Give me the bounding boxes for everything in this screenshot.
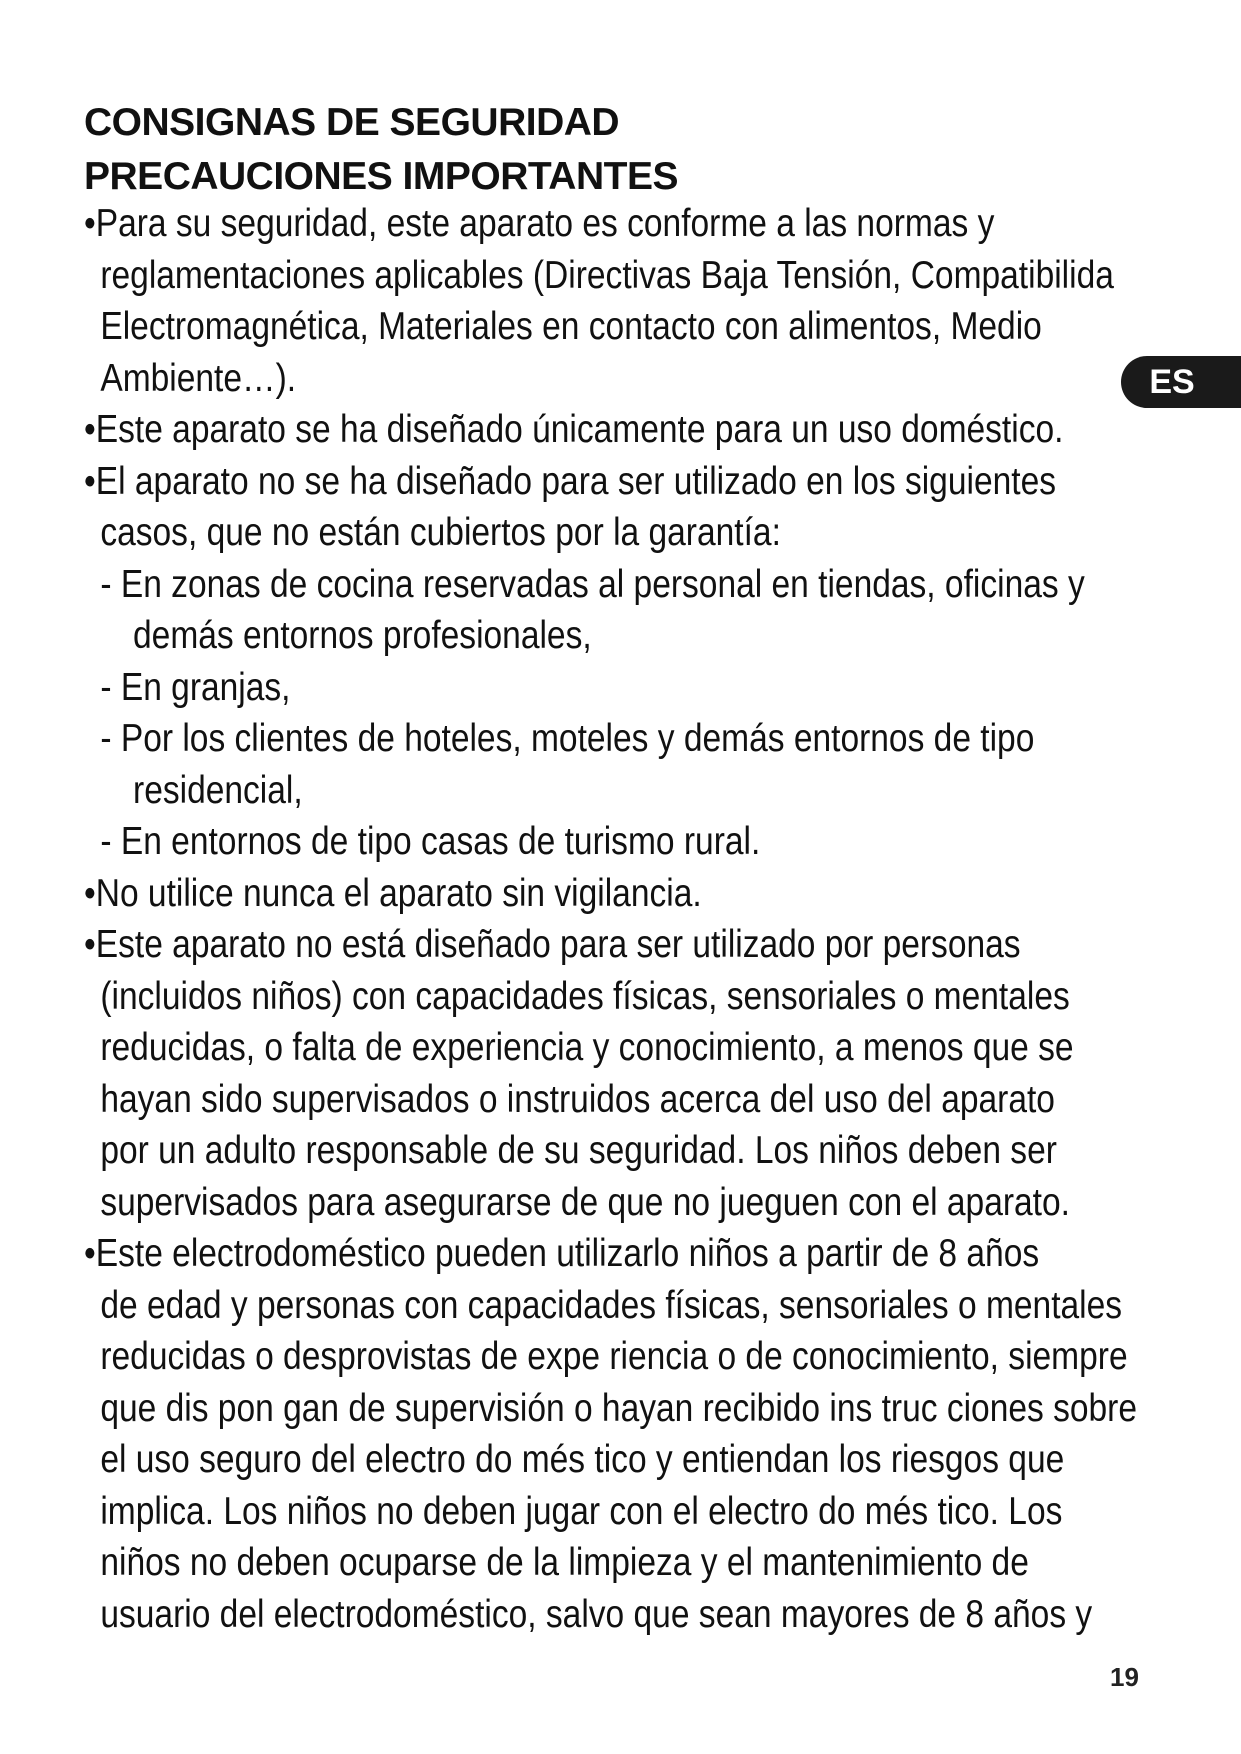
text-line: - En zonas de cocina reservadas al personal en tiendas, oficinas y xyxy=(100,562,1085,606)
text-line: implica. Los niños no deben jugar con el electro do més tico. Los xyxy=(100,1489,1063,1533)
text-line: supervisados para asegurarse de que no jueguen con el aparato. xyxy=(100,1180,1070,1224)
text-line: demás entornos profesionales, xyxy=(133,614,592,657)
text-line: - En entornos de tipo casas de turismo rural. xyxy=(100,820,761,863)
text-line: por un adulto responsable de su seguridad. Los niños deben ser xyxy=(100,1129,1057,1172)
text-line: hayan sido supervisados o instruidos acerca del uso del aparato xyxy=(100,1077,1055,1121)
heading-precauciones: PRECAUCIONES IMPORTANTES xyxy=(84,155,678,198)
text-line: •Para su seguridad, este aparato es conforme a las normas y xyxy=(84,202,995,245)
text-line: residencial, xyxy=(133,768,303,812)
text-line: casos, que no están cubiertos por la garantía: xyxy=(100,511,781,554)
text-line: reglamentaciones aplicables (Directivas Baja Tensión, Compatibilida xyxy=(100,253,1114,297)
text-line: que dis pon gan de supervisión o hayan recibido ins truc ciones sobre xyxy=(100,1386,1138,1430)
text-line: •El aparato no se ha diseñado para ser utilizado en los siguientes xyxy=(84,459,1057,503)
safety-text xyxy=(84,198,1138,1640)
page-number: 19 xyxy=(1110,1662,1139,1692)
text-line: reducidas, o falta de experiencia y conocimiento, a menos que se xyxy=(100,1026,1074,1069)
text-line: reducidas o desprovistas de expe riencia o de conocimiento, siempre xyxy=(100,1335,1128,1378)
text-line: - Por los clientes de hoteles, moteles y demás entornos de tipo xyxy=(100,717,1035,760)
text-line: •Este aparato se ha diseñado únicamente para un uso doméstico. xyxy=(84,408,1064,451)
language-badge: ES xyxy=(1121,356,1241,408)
text-line: •Este aparato no está diseñado para ser utilizado por personas xyxy=(84,923,1021,966)
text-line: - En granjas, xyxy=(100,665,291,709)
text-line: usuario del electrodoméstico, salvo que sean mayores de 8 años y xyxy=(100,1592,1093,1636)
text-line: Ambiente…). xyxy=(100,356,297,400)
text-line: niños no deben ocuparse de la limpieza y el mantenimiento de xyxy=(100,1541,1029,1584)
text-line: el uso seguro del electro do més tico y entiendan los riesgos que xyxy=(100,1438,1065,1481)
text-line: •Este electrodoméstico pueden utilizarlo niños a partir de 8 años xyxy=(84,1232,1040,1275)
section-headings xyxy=(84,96,678,204)
heading-consignas: CONSIGNAS DE SEGURIDAD xyxy=(84,101,620,144)
text-line: (incluidos niños) con capacidades físicas, sensoriales o mentales xyxy=(100,974,1070,1018)
text-line: •No utilice nunca el aparato sin vigilancia. xyxy=(84,871,702,915)
text-line: de edad y personas con capacidades físicas, sensoriales o mentales xyxy=(100,1283,1123,1327)
text-line: Electromagnética, Materiales en contacto con alimentos, Medio xyxy=(100,305,1042,348)
